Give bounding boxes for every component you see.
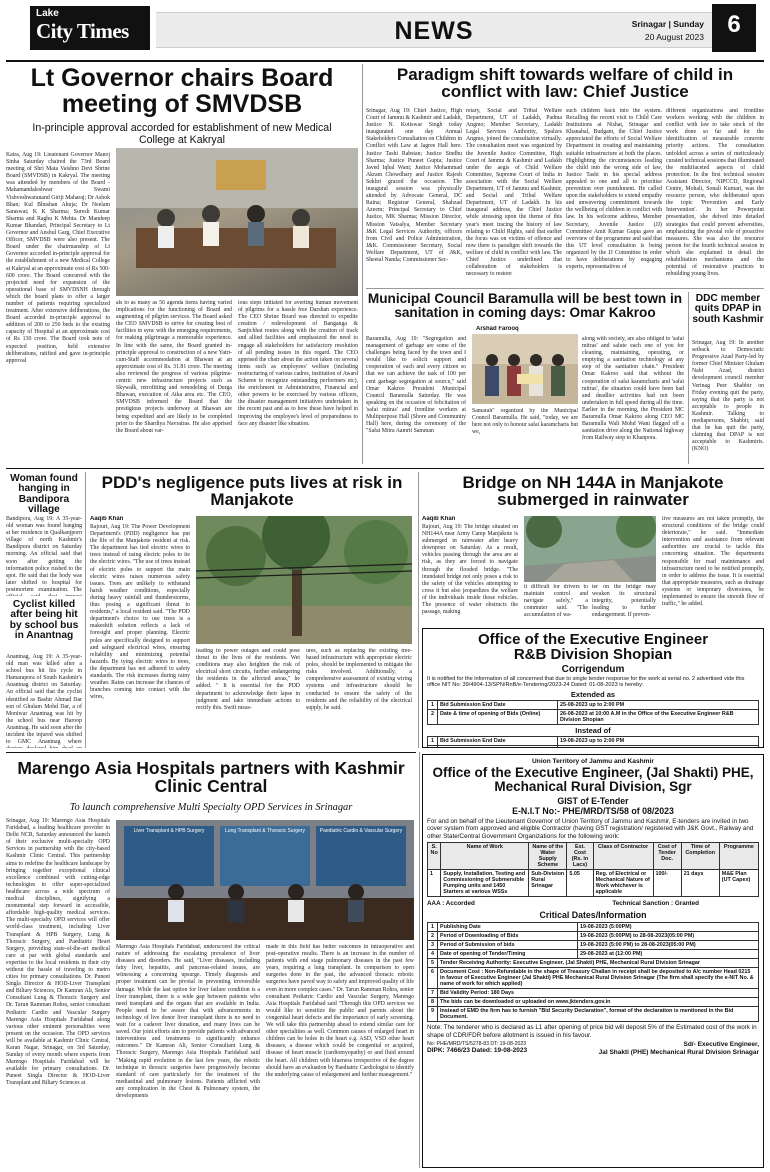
column-rule xyxy=(85,472,86,748)
banner-cardio: Paediatric Cardio & Vascular Surgery xyxy=(319,828,403,834)
masthead-rule xyxy=(6,60,764,62)
ad-sign-2: Jal Shakti (PHE) Mechanical Rural Division Srinagar xyxy=(598,1048,759,1056)
byline: Aaqib Khan xyxy=(90,516,124,522)
headline: Marengo Asia Hospitals partners with Kashmir Clinic Central xyxy=(17,758,405,796)
table-cell-value: 25-08-2023 up to 2:00 PM xyxy=(558,700,759,709)
table-header-cell: Cost of Tender Doc. xyxy=(653,843,681,870)
ad-enit: E-N.I.T No:- PHE/MRD/TS/58 of 08/2023 xyxy=(512,805,674,816)
body-col-2: leading to power outages and could pose threat to the lives of the residents. Wet conditions may also heighten the risk of electrical short circuits, further endangering the residents in the affected areas," he added. " It is essential for the PDD department to acknowledge their lapse in judgment and take immediate actions to rectify this. Swift meas- xyxy=(196,648,300,711)
byline: Arshad Farooq xyxy=(476,326,519,332)
section-rule xyxy=(366,288,764,289)
table-cell-serial: 2 xyxy=(428,931,438,940)
table-cell-label: Bid Submission End Date xyxy=(438,700,558,709)
table-header-row xyxy=(428,843,759,870)
photo-flooded-bridge xyxy=(524,516,656,582)
table-row xyxy=(428,922,759,931)
headline: DDC member quits DPAP in south Kashmir xyxy=(692,293,764,325)
felicitation-scene-icon xyxy=(472,334,578,404)
table-row xyxy=(428,940,759,949)
body-col-1: Srinagar, Aug 19: Marengo Asia Hospitals Faridabad, a leading healthcare provider in Delhi NCR, Saturday announced the launch of their exclusive multi-specialty OPD Services in partnership with the city-based Kashmir Clinic Central. This partnership aims to redefine the healthcare landscape by bringing together exceptional clinical excellence combined with cutting-edge technologies to offer super-specialized healthcare across a wide spectrum of medical disciplines, signifying a monumental step forward in accessible, affordable high-quality medical services. The multi-specialty OPD services will offer world-class treatment, including Liver Transplant & HPB Surgery, Lung & Thoracic Surgery, and Paediatric Heart Surgery, providing state-of-the-art medical care at par with global standards and expertise to the local residents in their city without the hassle of traveling to metro cities for primary consultations. Dr. Puneet Singla Director & HOD-Liver Transplant and Biliary Sciences, Dr Kamran Ali, Senior Consultant Lung & Thoracic Surgery and Dr. Tarun Ramman Rohra, senior consultant Pediatric Cardio and Vascular Surgery Marengo Asia Hospitals Faridabad along various other eminent personalities were present on the occasion. The OPD services will be available at Kashmir Clinic Central, Karan Nagar, Srinagar, on 3rd Saturday, Sunday of every month where experts from Marengo Hospitals Faridabad will be available for primary consultations. Dr. Puneet Singla Director & HOD-Liver Transplant and Biliary Sciences at xyxy=(6,818,110,1087)
table-cell-label: Document Cost : Non-Refundable in the shape of Treasury Challan in receipt shall be deposited to A/c number Head 0215 in favour of Executive Engineer (Jal Shakti) PHE Mechanical Rural Division Srinagar (The firm shall specify the e-NIT No. & name of work for which applied) xyxy=(438,967,759,988)
table-work xyxy=(427,842,759,897)
table-row xyxy=(428,931,759,940)
table-cell-serial: 4 xyxy=(428,949,438,958)
ad-title-2: Mechanical Rural Division, Sgr xyxy=(494,778,692,794)
column-rule xyxy=(419,752,420,1168)
table-cell-value: 19-08-2023 (5:00PM) to 28-08-2023(05:00 PM) xyxy=(578,931,759,940)
body-col-2: retary, Social and Tribal Welfare Department, UT of Ladakh, Padma Angmo; Member Secretary, Ladakh Legal Services Authority, Spalzes Angmo, joined the consultation virtually. The consultation meet was organized by the Juvenile Justice Committee, High Court of Jammu & Kashmir and Ladakh under the aegis of Child Welfare Committee, Supreme Court of India in association with the Social Welfare Department, UT of Jammu and Kashmir, and Social and Tribal Welfare Department, UT of Ladakh. In his inaugural address, the Chief Justice while stressing upon the theme of this year's meet tracing the history of law relating to Child Rights, said that earlier the focus was on victims of offence and now there is paradigm shift towards the welfare of child in conflict with law. The Chief Justice underlined that collaboration of stakeholders is necessary to restore xyxy=(466,108,562,278)
ad-ut: Union Territory of Jammu and Kashmir xyxy=(532,758,654,765)
section-title: NEWS xyxy=(394,17,474,45)
table-cell-label: Publishing Date xyxy=(438,922,578,931)
ad-jal-shakti xyxy=(422,754,764,1168)
table-row xyxy=(428,700,759,709)
body-col-1: Katra, Aug 19: Lieutenant Governor Manoj Sinha Saturday chaired the 73rd Board meeting of Shri Mata Vaishno Devi Shrine Board (SMVDSB) in Kakryal. The meeting was attended by members of the Board - Mahamandaleshwar Swami Vishveshwaranand Giriji Maharaj; Dr Ashok Bhan; Kul Bhushan Ahuja; Dr Neelam Saraswat; K K Sharma; Suresh Kumar Sharma and Raghu K Mehta. Dr Mandeep Kumar Bhandari, Principal Secretary to Lt Governor and Anshul Garg, Chief Executive Officer, SMVDSB were also present. The Board under the chairmanship of Lt Governor accorded in-principle approval for the establishment of a new Medical College at Kakryal at an approximate cost of Rs 500-600 crore. The Board concurred with the projected need for expansion of the operational base of SMVDSNH through which the board plans to offer a larger number of patients requiring specialized treatment. After extensive deliberations, the Board accorded in-principle approval to addition of 200 to 250 beds to the existing capacity of Hospital at an approximate cost of Rs 130 crore. The Board took note of expected position, held extensive deliberations, ratified and gave in-principle approval xyxy=(6,152,110,364)
table-cell: Supply, Installation, Testing and Commissioning of Submersible Pumping units and 1450 Starters at various WSSs xyxy=(441,870,529,897)
table-row xyxy=(428,1006,759,1021)
table-cell-value: 29-08-2023 at (12:00 PM) xyxy=(578,949,759,958)
table-cell-serial: 8 xyxy=(428,997,438,1006)
table-cell-value xyxy=(558,745,759,748)
story-pdd xyxy=(90,472,414,748)
table-cell-value: 26-08-2023 at 10:00 A.M in the Office of the Executive Engineer R&B Division Shopian xyxy=(558,709,759,724)
body-col-4: tive measures are not taken promptly, the structural conditions of the bridge could deteriorate," he said. "Immediate intervention and assistance from relevant authorities are crucial to tackle this concerning situation. The departments responsible for road maintenance and infrastructure need to be notified promptly, in order to address the issue. It is essential that appropriate measures, such as drainage systems or temporary diversions, be implemented to ensure the smooth flow of traffic," he added. xyxy=(662,516,764,608)
ad-extended-as: Extended as xyxy=(570,689,616,699)
subhead: In-principle approval accorded for establishment of new Medical College at Kakryal xyxy=(32,122,332,146)
table-cell-label: Tender Receiving Authority: Executive Engineer, (Jal Shakti) PHE, Mechanical Rural Division Srinagar xyxy=(438,958,759,967)
body: Anantnag, Aug 19: A 35-year-old man was killed after a school bus hit his cycle in Hamarapora of South Kashmir's Anantnag district on Saturday. An official said that the cyclist identified as Bashir Ahmad Dar son of Ghulam Mohd Dar, a of Moniwar Anantnag was hit by the school bus near Haroop Anantnag. He said soon after the incident the injured was shifted to GMC Anantnag where xyxy=(6,654,82,746)
table-cell-value: 19-08-2023 up to 2:00 PM xyxy=(558,736,759,745)
story-woman xyxy=(6,472,82,596)
body-col-3: along with society, are also obliged to 'safai mitras' and salute each one of you for cleaning, maintaining, operating, or emptying a sanitation technology at any step of the sanitation chain." President Omar Kakroo said that without the cooperation of safai karamcharis and 'safai mitras', the situation could have been bad and deadlier activities had not been undertaken in full speed during all the time. Earlier in the morning, the President MC Baramulla Omar Kakroo along CEO MC Baramulla Wali Mohd Wani flagged off a sanitation drive along the National highway from Railway stop to Khanpora. xyxy=(582,336,684,442)
table-row xyxy=(428,958,759,967)
headline: Lt Governor chairs Board meeting of SMVDSB xyxy=(30,64,334,118)
headline: PDD's negligence puts lives at risk in Manjakote xyxy=(101,473,403,510)
table-cell-serial: 3 xyxy=(428,940,438,949)
headline: Municipal Council Baramulla will be best town in sanitation in coming days: Omar Kakroo xyxy=(367,291,683,320)
ad-title-1: Office of the Executive Engineer, (Jal Shakti) PHE, xyxy=(432,765,754,780)
masthead xyxy=(6,4,764,60)
photo-press-conference xyxy=(116,820,414,940)
dateline-city: Srinagar | Sunday xyxy=(631,19,704,29)
ad-note: Note: The tenderer who is declared as L1 after opening of price bid will deposit 5% of the Estimated cost of the work in shape of CDR/FDR before allotment is issued in his favour. xyxy=(427,1023,757,1039)
photo-felicitation xyxy=(472,334,578,404)
table-cell-serial: 6 xyxy=(428,967,438,988)
ad-number: No: PHE/MRD/TS/5278-83 DT: 19-08-2023 xyxy=(427,1041,527,1048)
logo-main-text: City Times xyxy=(36,19,129,43)
body-col-2: als to as many as 56 agenda items having varied implications for the functioning of Board and augmenting of pilgrim services. The Board asked the CEO SMVDSB to strive for creating best of facilities in sync with the emerging requirements, for making pilgrimage a memorable experience. In line with the same, the Board granted in-principle approval to construction of a new Yatri-cum-Staff accommodation at Bhawan at an approximate cost of Rs. 31.81 crore. The meeting also reviewed the progress of various pilgrims-centric new infrastructure projects such as Skywalk, retrofitting and remodeling of Durga Bhawan, execution of Atka area etc. The CEO, SMVDSB informed the Board that the prestigious projects underway at Bhawan are being expedited and are likely to be completed prior to the Shardiya Navratras. He also apprised the Board about var- xyxy=(116,300,232,434)
table-row xyxy=(428,967,759,988)
ad-aaa: AAA : Accorded xyxy=(427,900,475,908)
table-cell: 21 days xyxy=(681,870,719,897)
table-header-cell: Programme xyxy=(719,843,758,870)
body-col-3: ures, such as replacing the existing tree-based infrastructure with appropriate electric poles, should be implemented to mitigate the risks involved. Additionally, a comprehensive assessment of existing wiring systems and infrastructure should be conducted to ensure the safety of the residents and the reliability of the electrical supply, he said. xyxy=(306,648,412,711)
table-cell-serial: 1 xyxy=(428,736,438,745)
ad-intro: It is notified for the information of all concerned that due to single tender response for the work at serial no. 2 advertised vide this office NIT No: 39/4904-13/SPN/RnB/e-Tendering/2023-24 Dated: 01-08-2023 is hereby: xyxy=(427,675,745,689)
story-lt-governor xyxy=(6,64,358,464)
headline: Paradigm shift towards welfare of child in conflict with law: Chief Justice xyxy=(396,65,734,102)
table-cell-label xyxy=(438,745,558,748)
headline: Bridge on NH 144A in Manjakote submerged in rainwater xyxy=(462,473,724,510)
page-number xyxy=(712,4,756,52)
body-col-1: Srinagar, Aug 19: Chief Justice, High Court of Jammu & Kashmir and Ladakh, Justice N. Kotiswar Singh today inaugurated one day Annual Stakeholders Consultation on Children in Conflict with Law at Jagree Hall here. Justice Tashi Rabstan; Justice Sindhu Sharma; Justice Puneet Gupta; Justice Javed Iqbal Wani; Justice Mohammad Akram Chowdhary and Justice Rajesh Sekhri graced the occasion. The inaugural session was physically attended by Advocate General, DC Raina; Registrar General, Shahzad Azeem; Principal Secretary to Chief Justice, MK Sharma; Mission Director, Mission Vatsalya, Member Secretary J&K Legal Services Authority, officers from Civil and Police Administration, J&K. Commissioner Secretary, Social Welfare Department, UT of J&K, Sheetal Nanda; Commissioner Sec- xyxy=(366,108,462,263)
ad-corrigendum: Corrigendum xyxy=(561,663,625,675)
table-cell-label: Bid Submission End Date xyxy=(438,736,558,745)
ad-gist: GIST of E-Tender xyxy=(557,795,629,806)
table-cell-serial: 7 xyxy=(428,988,438,997)
table-cell-serial xyxy=(428,745,438,748)
table-cell-label: The bids can be downloaded or uploaded on www.jktenders.gov.in xyxy=(438,997,759,1006)
table-row xyxy=(428,949,759,958)
table-cell-label: Date & time of opening of Bids (Online) xyxy=(438,709,558,724)
table-cell-serial: 1 xyxy=(428,922,438,931)
ad-instead-of: Instead of xyxy=(575,725,611,735)
body-col-3: ter on the bridge may weaken its structural integrity, potentially leading to further endangerment. If preven- xyxy=(592,584,656,619)
story-marengo xyxy=(6,756,416,1168)
table-header-cell: Time of Completion xyxy=(681,843,719,870)
section-rule xyxy=(6,468,764,469)
body-col-4: different organizations and frontline workers working with the children in conflict with law to take stock of the work done so far and for the identification of measurable concrete priority actions. The consultation unfolded across a series of meticulously curated technical sessions that illuminated the multifaceted aspects of child protection. In the first technical session Assistant Director, NIPCCD, Regional Centre, Mohali, Sonali Kumari, was the resource person, who deliberated upon the topic 'Prevention and Early Intervention'. In her Powerpoint presentation, she delved into detailed strategies that could prevent adversities, emphasizing the pivotal role of proactive measures. She was also the resource person for the fourth technical session in which she explained in detail the rehabilitation mechanisms and the potential of restorative practices in rebuilding young lives. xyxy=(666,108,764,278)
table-header-cell: Est. Cost (Rs. in Lacs) xyxy=(567,843,593,870)
table-row xyxy=(428,736,759,745)
table-cell-label: Period of Downloading of Bids xyxy=(438,931,578,940)
column-rule xyxy=(418,472,419,748)
body-col-2: it difficult for drivers to maintain control and navigate safely," a commuter said. "The accumulation of wa- xyxy=(524,584,588,619)
table-cell-label: Instead of EMD the firm has to furnish "Bid Security Declaration", format of the declaration is mentioned in the Bid Document. xyxy=(438,1006,759,1021)
table-cell: Reg. of Electrical or Mechanical Nature of Work whichever is applicable xyxy=(593,870,653,897)
table-header-cell: Class of Contractor xyxy=(593,843,653,870)
ad-rb-shopian xyxy=(422,628,764,748)
subhead: To launch comprehensive Multi Specialty OPD Services in Srinagar xyxy=(69,802,353,813)
ad-dipk: DIPK: 7466/23 Dated: 19-08-2023 xyxy=(427,1047,528,1055)
table-cell-value: 19-08-2023 (5:00PM) xyxy=(578,922,759,931)
story-cyclist xyxy=(6,598,82,748)
table-cell: 1 xyxy=(428,870,441,897)
press-conference-scene-icon xyxy=(116,820,414,940)
table-cell: Sub-Division Rural Srinagar xyxy=(529,870,567,897)
table-cell-label: Bid Validity Period: 180 Days xyxy=(438,988,759,997)
section-bar xyxy=(156,12,712,48)
ad-sign-1: Sd/- Executive Engineer, xyxy=(683,1041,759,1049)
section-rule xyxy=(6,752,416,753)
trees-wires-scene-icon xyxy=(196,516,412,644)
body: Srinagar, Aug 19: In another setback to Democratic Progressive Azad Party-led by former Chief Minister Ghulam Nabi Azad, district development council member Verinag Peer Shabbir on Friday evening quit the party, saying that the party is not acceptable to people in Kashmir. Talking to mediapersons, Shabbir, said that he has quit the party, claiming that DPAP is not acceptable to Kashmiris. (KNO) xyxy=(692,340,764,453)
table-cell-label: Date of opening of Tender/Timing xyxy=(438,949,578,958)
logo xyxy=(30,6,150,50)
banner-lung: Lung Transplant & Thoracic Surgery xyxy=(225,828,305,834)
body-col-3: ious steps initiated for averting human movement of pilgrims for a hassle free Darshan experience. The CEO Shrine Board was directed to expedite creation / redevelopment of Banganga & Sanjichhat routes along with the creation of track and allied facilities and emphasized the need to engage all stakeholders for satisfactory resolution of all pending issues in this regard. The CEO apprised the chair about the action taken on several items such as employees' welfare (including restructuring of various cadres, institution of Award Scheme to recognize outstanding performers etc), the enrichment in Administrative, Financial and other powers to be exercised by various officers, the disaster management initiatives undertaken in the recent past and as to how these have helped in improving the employee's level of preparedness to face any disaster like situation. xyxy=(238,300,358,427)
table-cell-serial: 5 xyxy=(428,958,438,967)
table-header-cell: Name of Work xyxy=(441,843,529,870)
photo-caption-text: Samarah" organized by the Municipal Council Baramulla. He said, "today, we are here not only to honour safai karamcharis but we, xyxy=(472,408,578,436)
table-extended xyxy=(427,700,759,725)
story-bridge xyxy=(422,472,764,622)
body-col-2: Marengo Asia Hospitals Faridabad, underscored the critical nature of addressing the escalating prevalence of liver diseases and disorders. He said, "Liver diseases, including fatty liver, hepatitis, and pancreas-related issues, are witnessing a concerning upsurge. Timely diagnosis and proper treatment can be pivotal in preventing irreversible damage. While the last option for liver failure condition is a liver transplant, there is a wide gap between patients who need transplant and the organs that are available in India. People need to be aware that with advancements in technology of live donor liver transplant there is no need to wait for a cadaver liver donation, and many lives can be saved. Our joint efforts aim to provide patients with advanced interventions and treatments to significantly enhance outcomes." Dr Kamran Ali, Senior Consultant Lung & Thoracic Surgery, Marengo Asia Hospitals Faridabad said "Making rapid evolution in the last few years, the robotic technique in thoracic surgeries have progressively become standard of care particularly for the treatment of the mediastinal and pulmonary lesions. Patients afflicted with any complication in the Chest & Pulmonary system, the developments xyxy=(116,944,260,1099)
meeting-scene-icon xyxy=(116,148,358,296)
photo-board-meeting xyxy=(116,148,358,296)
table-cell: 100/- xyxy=(653,870,681,897)
table-row xyxy=(428,997,759,1006)
table-cell: M&E Plan (UT Capex) xyxy=(719,870,758,897)
table-row xyxy=(428,870,759,897)
table-header-cell: S. No xyxy=(428,843,441,870)
body-col-3: made in this field has better outcomes in intraoperative and post-operative results. There is an increase in the number of patients with end stage pulmonary diseases in the past few years, requiring a lung transplant. In comparison to open surgeries done in the past, the advanced thoracic robotic surgeries have paved way to safety and improved quality of life even in more complex cases." Dr. Tarun Ramman Rohra, senior consultant Pediatric Cardio and Vascular Surgery, Marengo Asia Hospitals Faridabad said "Through this OPD services we would like to sensitize the public and parents about the congenital heart defects and the importance of early screening. We will take this partnership ahead to extend similar care for other specialities as well. Common causes of enlarged heart in children can be holes in the heart e.g. ASD, VSD other heart diseases, a disease which could be congenital or acquired, disease of heart muscle (cardiomyopathy) or and fluid around the heart. All children with blueness irrespective of the degree should have an evaluation by Paediatric Cardiologist to identify the underlying cause of enlargement and further management." xyxy=(266,944,414,1078)
body-col-1: Rajouri, Aug 19: The Power Development Department's (PDD) negligence has put the life of the Manjakote resident at risk. The department has tied electric wires to trees instead of using electric poles to tie the electric wires. "The use of trees instead of electric poles to support the main electric wires raises numerous safety issues. Trees are unlikely to withstand harsh weather conditions, especially during heavy rainfall and thunderstorms, thus posing a significant threat to residents," a local resident said. "The PDD department's choice to use trees is a makeshift solution reflects a lack of foresight and proper planning. Electric poles are specifically designed to support and safeguard electrical wires, ensuring reliability and minimizing potential hazards. By tying electric wires to trees, the department has not adhered to safety standards. The risk increases during rainy weather. Rains can increase the chances of branches coming into contact with the wires, xyxy=(90,524,190,701)
headline: Cyclist killed after being hit by school bus in Anantnag xyxy=(9,599,79,642)
body-col-1: Baramulla, Aug 19: "Segregation and management of garbage are some of the challenges being faced by the town and I would like to solicit support and cooperation of each and every citizen so that we can achieve the task of 100 per cent garbage segregation at source," said Omar Kakroo President Municipal Council Baramulla Saturday. He was speaking on the occasion of felicitation of 'safai mitras' and frontline workers at Multipurpose Hall (Shore and Community Hall) here, during the ceremony of the "Safai Mitra Aamrit Samman xyxy=(366,336,466,435)
table-instead xyxy=(427,736,759,748)
logo-top-text: Lake xyxy=(36,8,59,19)
column-rule xyxy=(688,292,689,464)
table-row xyxy=(428,988,759,997)
table-dates xyxy=(427,922,759,1022)
table-cell-serial: 1 xyxy=(428,700,438,709)
dateline-date: 20 August 2023 xyxy=(644,32,704,42)
story-chief-justice xyxy=(366,64,764,286)
table-row xyxy=(428,745,759,748)
ad-title-2: R&B Division Shopian xyxy=(513,646,673,664)
story-baramulla xyxy=(366,290,684,466)
table-cell-label: Period of Submission of bids xyxy=(438,940,578,949)
column-rule xyxy=(362,64,363,464)
table-cell-serial: 9 xyxy=(428,1006,438,1021)
body: Bandipora, Aug 19: A 35-year-old woman was found hanging at her residence in Qualkanjporn village of north Kashmir's Bandipora district on Saturday morning. An official said that soon after getting the information police rushed to the spot. He said that the body was later shifted to hospital for postmortem examination. The xyxy=(6,516,82,593)
story-ddc xyxy=(692,292,764,466)
table-row xyxy=(428,709,759,724)
flooded-bridge-scene-icon xyxy=(524,516,656,582)
ad-tech: Technical Sanction : Granted xyxy=(612,900,699,908)
table-cell-serial: 2 xyxy=(428,709,438,724)
body-col-3: such children back into the system. Recalling the recent visit to Child Care Institutions at Nishat, Srinagar and Khanabal, Budgam, the Chief Justice appreciated the efforts of Social Welfare Department in creating and maintaining suitable infrastructure at both the places. Highlighting the circumstances leading the child into the wrong side of law, Justice Tashi in his special address appealed to one and all to prioritise prevention over punishment. He called upon the stakeholders to extend empathy and unwavering commitment towards the wellbeing of children in conflict with law. In his welcome address, Member Secretary, Juvenile Justice (JJ) Committee Amit Kumar Gupta gave an overview of the programme and said that this UT level consultation is being organized by the JJ Committee in order to have deliberations by engaging experts, representatives of xyxy=(566,108,662,271)
page-number-text: 6 xyxy=(727,11,741,38)
table-header-cell: Name of the Water Supply Scheme xyxy=(529,843,567,870)
body-col-1: Rajouri, Aug 19: The bridge situated on NH144A near Army Camp Manjakote is submerged in rainwater after heavy downpour on Saturday. As a result, vehicles passing through the area are at risk, as they are forced to navigate through the flooded bridge. "The inundated bridge not only poses a risk to the safety of the vehicles attempting to cross it but also jeopardizes the welfare of the individuals inside those vehicles. The presence of water obstructs the passage, making xyxy=(422,524,518,616)
ad-title-1: Office of the Executive Engineer xyxy=(477,631,709,648)
table-cell-value: 19-08-2023 (5:00 PM) to 28-08-2023(05:00 PM) xyxy=(578,940,759,949)
table-cell: 5.05 xyxy=(567,870,593,897)
banner-liver: Liver Transplant & HPB Surgery xyxy=(133,828,205,834)
photo-electric-wires xyxy=(196,516,412,644)
ad-critical: Critical Dates/Information xyxy=(539,909,647,920)
headline: Woman found hanging in Bandipora village xyxy=(10,473,78,516)
byline: Aaqib Khan xyxy=(422,516,456,522)
ad-intro: For and on behalf of the Lieutenant Governor of Union Territory of Jammu and Kashmir, E-tenders are invited in two cover system from approved and eligible Contractor (having GST registration/ registered with J&K Govt., Railway and other State/Central Government Organizations for the following work: xyxy=(427,817,754,840)
